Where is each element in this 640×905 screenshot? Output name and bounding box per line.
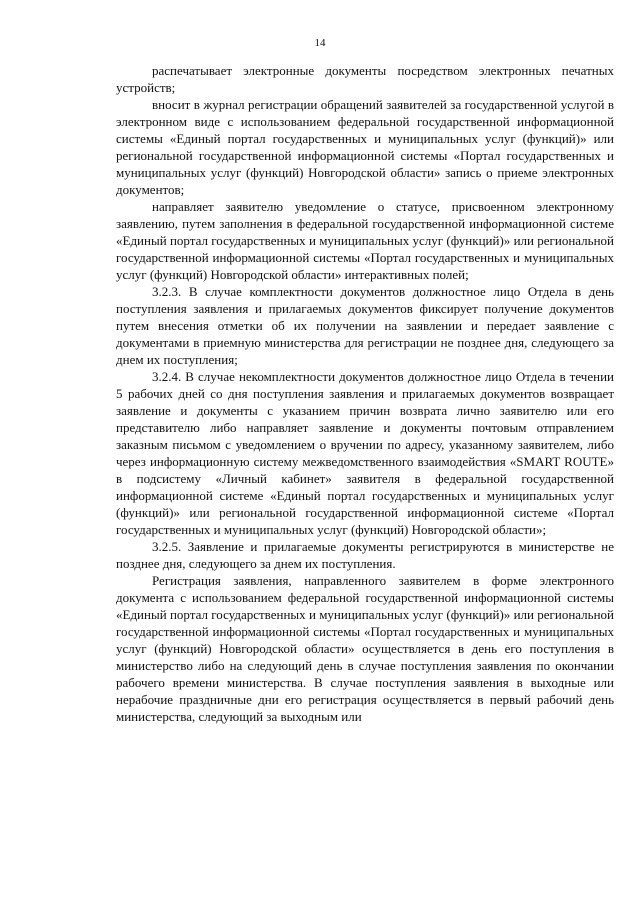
paragraph-3-2-3: 3.2.3. В случае комплектности документов должностное лицо Отдела в день поступления заявления и прилагаемых документов фиксирует получение документов путем внесения отметки об их получении на заявлении и передает заявление с документами в приемную министерства для регистрации не позднее дня, следующего за днем их поступления; bbox=[116, 284, 614, 367]
paragraph-3-2-4: 3.2.4. В случае некомплектности документов должностное лицо Отдела в течении 5 рабочих дней со дня поступления заявления и прилагаемых документов возвращает заявление и документы с указанием причин возврата лично заявителю или его представителю либо направляет заявление и документы почтовым отправлением заказным письмом с уведомлением о вручении по адресу, указанному заявителем, либо через информационную систему межведомственного взаимодействия «SMART ROUTE» в подсистему «Личный кабинет» заявителя в федеральной государственной информационной системе «Единый портал государственных и муниципальных услуг (функций)» или региональной государственной информационной системе «Портал государственных и муниципальных услуг (функций) Новгородской области»; bbox=[116, 369, 614, 537]
document-body bbox=[116, 62, 614, 725]
paragraph-print-documents: распечатывает электронные документы посредством электронных печатных устройств; bbox=[116, 63, 614, 95]
paragraph-journal-registration: вносит в журнал регистрации обращений заявителей за государственной услугой в электронном виде с использованием федеральной государственной информационной системы «Единый портал государственных и муниципальных услуг (функций)» или региональной государственной информационной системы «Портал государственных и муниципальных услуг (функций) Новгородской области» запись о приеме электронных документов; bbox=[116, 97, 614, 197]
paragraph-electronic-registration: Регистрация заявления, направленного заявителем в форме электронного документа с использованием федеральной государственной информационной системы «Единый портал государственных и муниципальных услуг (функций)» или региональной государственной информационной системы «Портал государственных и муниципальных услуг (функций) Новгородской области» осуществляется в день его поступления в министерство либо на следующий день в случае поступления заявления по окончании рабочего времени министерства. В случае поступления заявления в выходные или нерабочие праздничные дни его регистрация осуществляется в первый рабочий день министерства, следующий за выходным или bbox=[116, 573, 614, 724]
paragraph-status-notification: направляет заявителю уведомление о статусе, присвоенном электронному заявлению, путем заполнения в федеральной государственной информационной системе «Единый портал государственных и муниципальных услуг (функций)» или региональной государственной информационной системы «Портал государственных и муниципальных услуг (функций) Новгородской области» интерактивных полей; bbox=[116, 199, 614, 282]
page-number: 14 bbox=[314, 37, 326, 49]
paragraph-3-2-5: 3.2.5. Заявление и прилагаемые документы регистрируются в министерстве не позднее дня, следующего за днем их поступления. bbox=[116, 539, 614, 571]
